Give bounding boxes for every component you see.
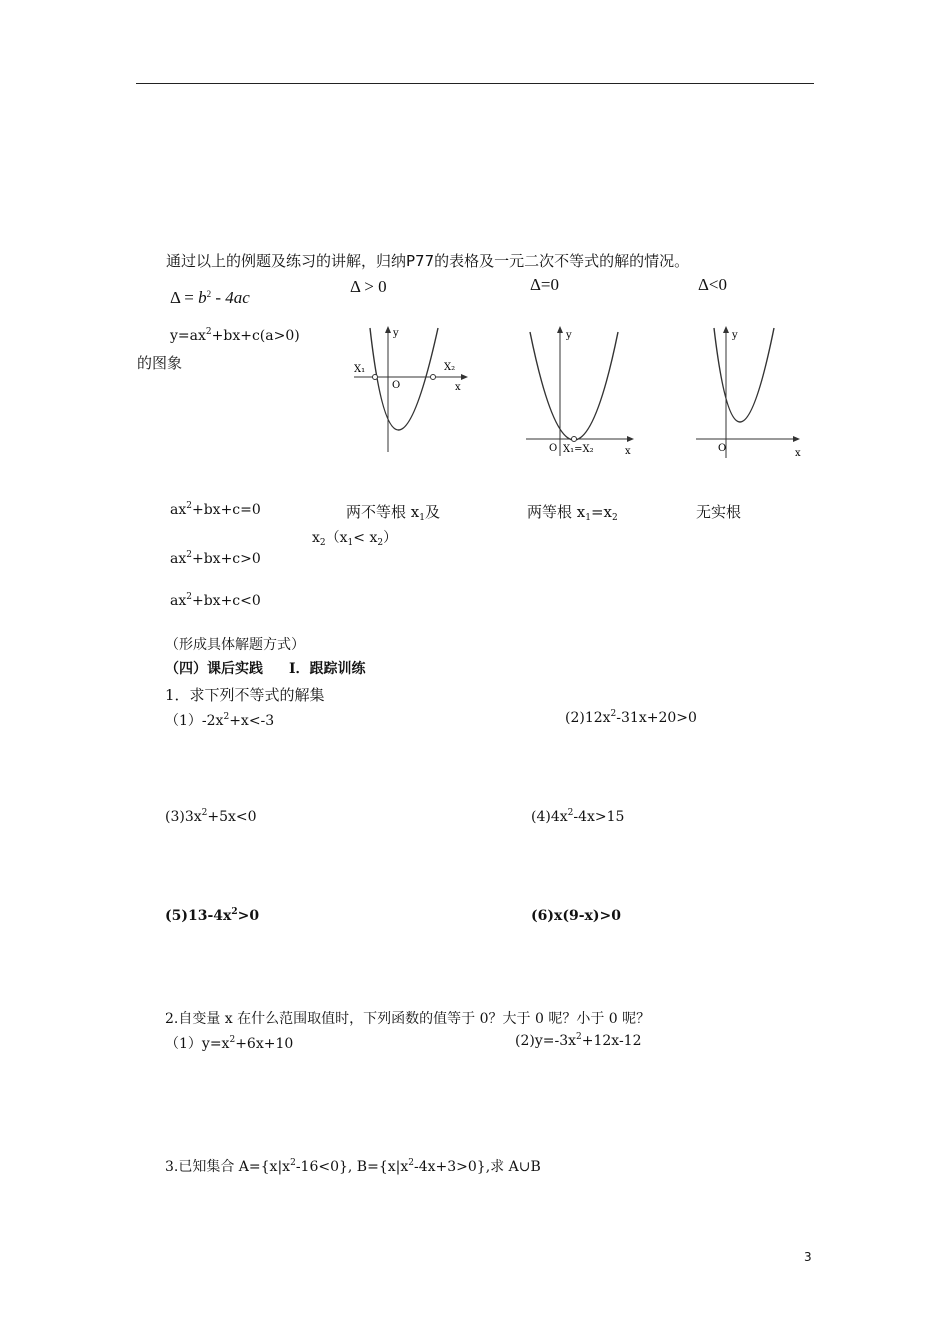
header-rule bbox=[136, 83, 814, 84]
q1-part-4: $(4)4x^2-4x>15$ bbox=[531, 808, 625, 825]
row-label-less: $ax^2+bx+c<0$ bbox=[170, 592, 261, 609]
note-text: （形成具体解题方式） bbox=[165, 637, 305, 653]
cell-two-distinct-roots-line2: $x_2(x_1< x_2)$ bbox=[312, 530, 398, 548]
cell-two-distinct-roots: 两不等根 $x_1$及 bbox=[346, 503, 440, 523]
col-header-delta-zero: Δ=0 bbox=[530, 275, 560, 294]
graph1-x-label: x bbox=[455, 382, 461, 393]
q1-part-6: (6)x(9-x)>0 bbox=[531, 908, 621, 924]
question-1-title: 1．求下列不等式的解集 bbox=[165, 686, 325, 704]
graph-row-label: $y=ax^2+bx+c(a>0)$ bbox=[170, 327, 300, 344]
graph1-x1-label: X₁ bbox=[354, 364, 366, 375]
q1-part-3: $(3)3x^2+5x<0$ bbox=[165, 808, 257, 825]
page-number: 3 bbox=[804, 1250, 812, 1264]
graph2-x-label: x bbox=[625, 446, 631, 457]
row-label-greater: $ax^2+bx+c>0$ bbox=[170, 550, 261, 567]
col-header-delta-negative: Δ<0 bbox=[698, 275, 728, 294]
graph-row-label-line2: 的图象 bbox=[137, 354, 183, 372]
section-heading: （四）课后实践 I．跟踪训练 bbox=[165, 661, 366, 677]
row-label-equation: $ax^2+bx+c=0$ bbox=[170, 501, 261, 518]
question-2-title: 2.自变量 x 在什么范围取值时，下列函数的值等于 0？大于 0 呢？小于 0 呢？ bbox=[165, 1011, 651, 1027]
graph1-y-label: y bbox=[393, 328, 399, 339]
q1-part-2: $(2)12x^2-31x+20>0$ bbox=[565, 709, 697, 726]
graph2-origin-label: O bbox=[549, 443, 558, 454]
graph3-x-label: x bbox=[795, 448, 801, 458]
parabola-graph-no-roots bbox=[694, 322, 806, 458]
question-3: 3.已知集合 $A=\{x|x^2-16<0\}$, $B=\{x|x^2-4x+3>0\}$,求 A∪B bbox=[165, 1158, 541, 1175]
graph1-origin-label: O bbox=[392, 380, 401, 391]
graph2-roots-label: X₁=X₂ bbox=[563, 444, 594, 455]
graph2-y-label: y bbox=[566, 330, 572, 341]
col-header-delta-positive: Δ > 0 bbox=[350, 277, 387, 296]
q1-part-5: $(5)13-4x^2>0$ bbox=[165, 907, 260, 924]
parabola-graph-double-root bbox=[522, 322, 640, 458]
q1-part-1: $(1)-2x^2+x<-3$ bbox=[165, 712, 275, 729]
delta-formula: $\Delta = b^2 - 4ac$ bbox=[170, 288, 250, 307]
cell-equal-roots: 两等根 $x_1=x_2$ bbox=[527, 503, 618, 523]
q2-part-2: $(2)y=-3x^2+12x-12$ bbox=[515, 1032, 642, 1049]
graph1-x2-label: X₂ bbox=[444, 362, 456, 373]
parabola-graph-two-roots bbox=[350, 322, 470, 454]
cell-no-real-roots: 无实根 bbox=[696, 503, 742, 521]
graph3-y-label: y bbox=[732, 330, 738, 341]
graph3-origin-label: O bbox=[718, 443, 727, 454]
intro-text: 通过以上的例题及练习的讲解，归纳P77的表格及一元二次不等式的解的情况。 bbox=[166, 252, 690, 270]
q2-part-1: $(1)y=x^2+6x+10$ bbox=[165, 1035, 294, 1052]
